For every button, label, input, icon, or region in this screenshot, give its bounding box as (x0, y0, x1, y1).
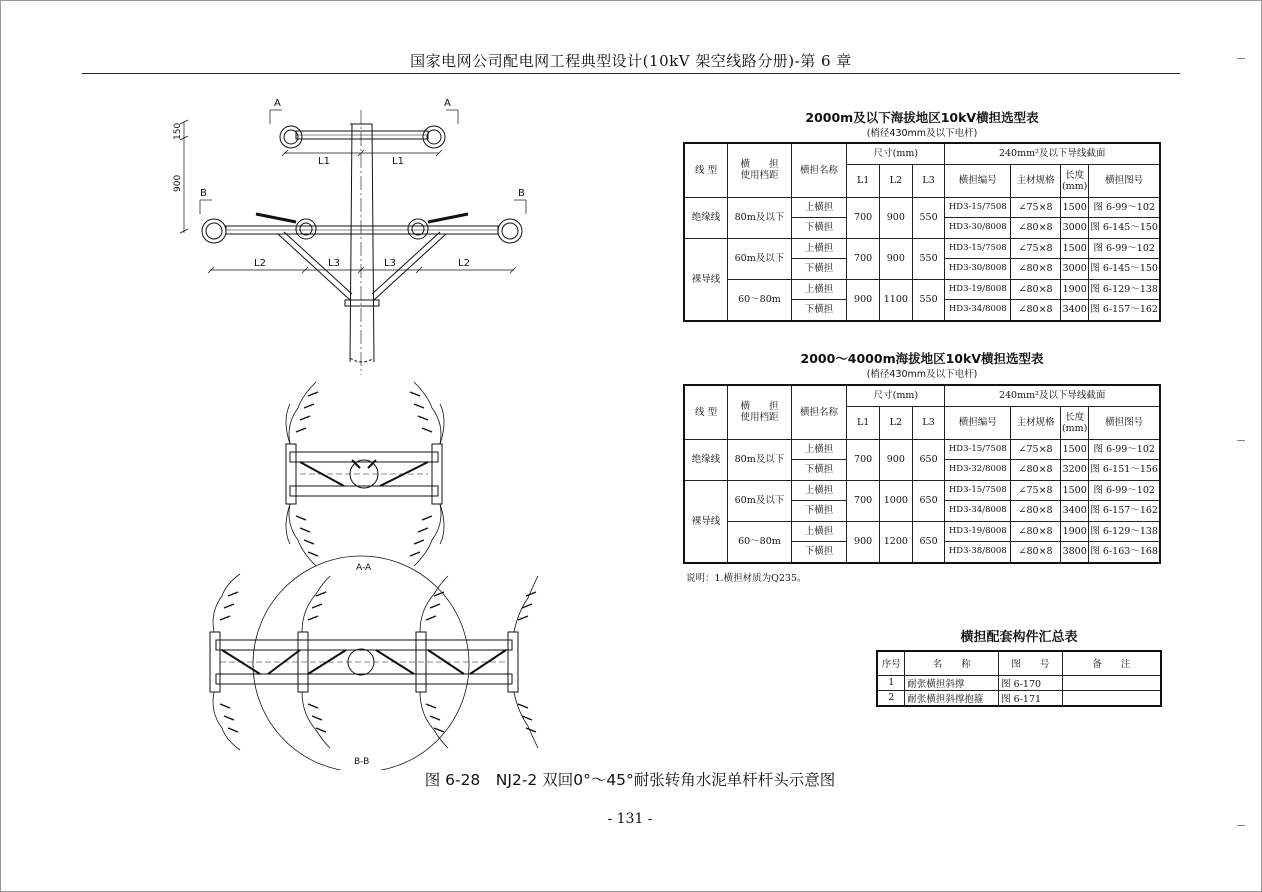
margin-tick (1237, 58, 1245, 59)
brace (278, 232, 352, 300)
table-row: 60～80m 上横担 900 1200 650 HD3-19/8008 ∠80×8 1900 图 6-129～138 (684, 521, 1160, 542)
th-span: 横 担 使用档距 (728, 385, 792, 439)
th-length: 长度 (mm) (1060, 164, 1088, 197)
th-remark: 备 注 (1062, 651, 1161, 675)
kit-table (876, 650, 1162, 707)
th-conductor: 240mm²及以下导线截面 (945, 143, 1160, 164)
table-row: 下横担 HD3-34/8008 ∠80×8 3400 图 6-157～162 (684, 300, 1160, 321)
page-header: 国家电网公司配电网工程典型设计(10kV 架空线路分册)-第 6 章 (410, 52, 852, 70)
table-row: 裸导线 60m及以下 上横担 700 1000 650 HD3-15/7508 ∠75×8 1500 图 6-99～102 (684, 480, 1160, 501)
th-span: 横 担 使用档距 (728, 143, 792, 197)
table-row: 下横担 HD3-32/8008 ∠80×8 3200 图 6-151～156 (684, 460, 1160, 481)
table2-title: 2000～4000m海拔地区10kV横担选型表 (800, 351, 1044, 366)
table1 (683, 142, 1161, 322)
th-arm-name: 横担名称 (791, 143, 847, 197)
th-l1: L1 (847, 406, 880, 439)
section-mark: A (444, 98, 451, 109)
dim-l1: L1 (392, 156, 404, 167)
table-row: 绝缘线 80m及以下 上横担 700 900 650 HD3-15/7508 ∠75×8 1500 图 6-99～102 (684, 439, 1160, 460)
margin-tick (1237, 440, 1245, 441)
table-row: 裸导线 60m及以下 上横担 700 900 550 HD3-15/7508 ∠75×8 1500 图 6-99～102 (684, 238, 1160, 259)
dim-l1: L1 (318, 156, 330, 167)
th-fig: 横担图号 (1089, 164, 1160, 197)
dim-l3: L3 (328, 258, 340, 269)
table-row: 1 耐张横担斜撑 图 6-170 (877, 675, 1161, 690)
th-fig: 图 号 (999, 651, 1063, 675)
pole-head-drawing (0, 0, 680, 770)
table-row: 绝缘线 80m及以下 上横担 700 900 550 HD3-15/7508 ∠75×8 1500 图 6-99～102 (684, 197, 1160, 218)
dim-150: 150 (173, 122, 183, 140)
table2-subtitle: (梢径430mm及以下电杆) (866, 369, 978, 380)
th-conductor: 240mm²及以下导线截面 (945, 385, 1160, 406)
th-l2: L2 (879, 164, 912, 197)
table1-subtitle: (梢径430mm及以下电杆) (866, 128, 978, 139)
th-code: 横担编号 (945, 164, 1011, 197)
kit-table-title: 横担配套构件汇总表 (960, 630, 1078, 645)
section-label-bb: B-B (354, 757, 370, 767)
page-number: - 131 - (607, 811, 653, 827)
table-row: 下横担 HD3-30/8008 ∠80×8 3000 图 6-145～150 (684, 259, 1160, 280)
section-a-a (286, 382, 444, 566)
dim-900: 900 (173, 174, 183, 192)
th-l1: L1 (847, 164, 880, 197)
section-mark: B (518, 188, 525, 199)
note: 说明：1.横担材质为Q235。 (686, 573, 807, 584)
th-fig: 横担图号 (1089, 406, 1160, 439)
th-spec: 主材规格 (1011, 406, 1061, 439)
table-row: 60～80m 上横担 900 1100 550 HD3-19/8008 ∠80×8 1900 图 6-129～138 (684, 279, 1160, 300)
table1-title: 2000m及以下海拔地区10kV横担选型表 (805, 110, 1039, 125)
insulator-end (423, 126, 445, 148)
table-row: 2 耐张横担斜撑抱箍 图 6-171 (877, 690, 1161, 706)
th-code: 横担编号 (945, 406, 1011, 439)
insulator-end (280, 126, 302, 148)
th-line-type: 线 型 (684, 385, 728, 439)
figure-caption: 图 6-28 NJ2-2 双回0°～45°耐张转角水泥单杆杆头示意图 (424, 771, 836, 789)
pole-outline (350, 124, 374, 362)
section-b-b (210, 556, 538, 770)
th-l3: L3 (912, 406, 945, 439)
th-l2: L2 (879, 406, 912, 439)
table-row: 下横担 HD3-34/8008 ∠80×8 3400 图 6-157～162 (684, 501, 1160, 522)
th-length: 长度 (mm) (1060, 406, 1088, 439)
th-no: 序号 (877, 651, 905, 675)
th-size: 尺寸(mm) (847, 385, 945, 406)
dim-l3: L3 (384, 258, 396, 269)
th-spec: 主材规格 (1011, 164, 1061, 197)
dim-l2: L2 (458, 258, 470, 269)
th-size: 尺寸(mm) (847, 143, 945, 164)
th-l3: L3 (912, 164, 945, 197)
section-mark: B (200, 188, 207, 199)
th-name: 名 称 (905, 651, 999, 675)
margin-tick (1237, 825, 1245, 826)
dim-l2: L2 (254, 258, 266, 269)
table2 (683, 384, 1161, 564)
table-row: 下横担 HD3-38/8008 ∠80×8 3800 图 6-163～168 (684, 542, 1160, 563)
section-mark: A (274, 98, 281, 109)
table-row: 下横担 HD3-30/8008 ∠80×8 3000 图 6-145～150 (684, 218, 1160, 239)
section-label-aa: A-A (356, 563, 372, 573)
th-arm-name: 横担名称 (791, 385, 847, 439)
th-line-type: 线 型 (684, 143, 728, 197)
